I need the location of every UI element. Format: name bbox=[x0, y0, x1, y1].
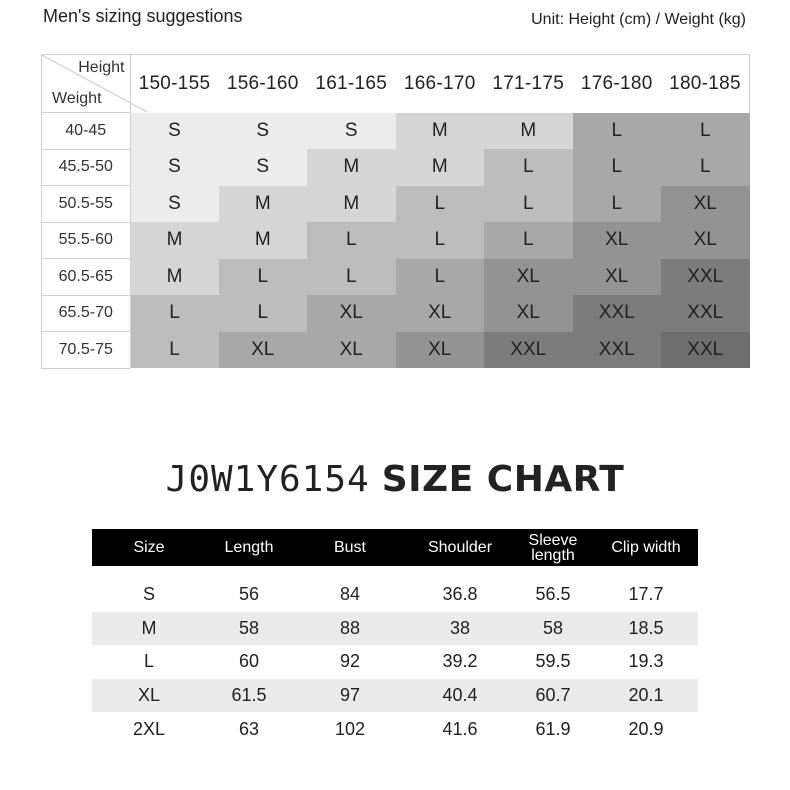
measurement-cell: 19.3 bbox=[628, 651, 664, 672]
weight-row bbox=[42, 222, 750, 259]
size-suggestion-cell: S bbox=[130, 186, 219, 223]
size-suggestion-cell: M bbox=[307, 186, 396, 223]
size-suggestion-cell: L bbox=[396, 222, 485, 259]
column-header bbox=[512, 529, 594, 566]
size-label-cell: S bbox=[142, 584, 155, 605]
size-suggestion-cell: XL bbox=[307, 332, 396, 369]
size-label-cell: XL bbox=[92, 679, 206, 713]
size-suggestion-cell: XL bbox=[661, 186, 750, 223]
measurement-cell: 61.5 bbox=[206, 679, 292, 713]
size-suggestion-cell: L bbox=[484, 149, 573, 186]
measurement-cell: 63 bbox=[238, 718, 260, 739]
size-suggestion-cell: L bbox=[661, 149, 750, 186]
size-suggestion-cell: XL bbox=[396, 332, 485, 369]
model-number: J0W1Y6154 bbox=[165, 459, 370, 500]
size-suggestion-cell: M bbox=[130, 222, 219, 259]
size-chart-row bbox=[92, 645, 698, 679]
size-suggestion-cell: XXL bbox=[573, 332, 662, 369]
size-suggestion-cell: L bbox=[307, 222, 396, 259]
size-suggestion-cell: L bbox=[396, 186, 485, 223]
measurement-cell: 36.8 bbox=[442, 584, 478, 605]
size-chart-row bbox=[92, 712, 698, 746]
height-axis-label: Height bbox=[78, 59, 125, 76]
column-header: Length bbox=[206, 529, 292, 566]
size-label-cell: 2XL bbox=[132, 718, 166, 739]
weight-range-label: 60.5-65 bbox=[42, 259, 131, 296]
measurement-cell: 38 bbox=[408, 612, 512, 646]
size-suggestion-cell: XL bbox=[661, 222, 750, 259]
size-suggestion-cell: L bbox=[219, 259, 308, 296]
size-suggestion-cell: L bbox=[396, 259, 485, 296]
measurement-cell: 60 bbox=[238, 651, 260, 672]
column-header-line: length bbox=[531, 546, 575, 564]
weight-row bbox=[42, 332, 750, 369]
weight-range-label: 50.5-55 bbox=[42, 186, 131, 223]
size-suggestion-cell: L bbox=[484, 186, 573, 223]
weight-axis-label: Weight bbox=[52, 90, 102, 107]
size-suggestion-cell: XXL bbox=[661, 295, 750, 332]
size-suggestion-cell: L bbox=[573, 149, 662, 186]
measurement-cell: 84 bbox=[339, 584, 361, 605]
size-suggestion-cell: XL bbox=[307, 295, 396, 332]
measurement-cell: 59.5 bbox=[535, 651, 571, 672]
corner-cell bbox=[42, 55, 131, 113]
weight-row bbox=[42, 113, 750, 150]
size-chart-row bbox=[92, 566, 698, 612]
size-suggestion-cell: XL bbox=[484, 259, 573, 296]
size-chart-label: SIZE CHART bbox=[381, 459, 625, 500]
size-suggestion-cell: XL bbox=[484, 295, 573, 332]
measurement-cell: 56 bbox=[238, 584, 260, 605]
measurement-cell: 18.5 bbox=[594, 612, 698, 646]
measurement-cell: 20.1 bbox=[594, 679, 698, 713]
size-suggestion-cell: L bbox=[661, 113, 750, 150]
size-suggestion-cell: XL bbox=[573, 222, 662, 259]
column-header-line: Sleeve bbox=[528, 531, 578, 549]
unit-note: Unit: Height (cm) / Weight (kg) bbox=[531, 11, 746, 28]
size-suggestion-cell: S bbox=[307, 113, 396, 150]
size-suggestion-cell: M bbox=[396, 113, 485, 150]
measurement-cell: 61.9 bbox=[535, 718, 571, 739]
size-suggestion-cell: XL bbox=[573, 259, 662, 296]
size-suggestion-cell: L bbox=[219, 295, 308, 332]
page-title: Men's sizing suggestions bbox=[43, 6, 243, 26]
size-suggestion-cell: M bbox=[219, 222, 308, 259]
size-suggestion-cell: M bbox=[307, 149, 396, 186]
size-label-cell: L bbox=[143, 651, 154, 672]
size-suggestion-cell: XXL bbox=[484, 332, 573, 369]
weight-row bbox=[42, 295, 750, 332]
measurement-cell: 39.2 bbox=[442, 651, 478, 672]
measurement-cell: 56.5 bbox=[535, 584, 571, 605]
height-range-header: 150-155 bbox=[130, 55, 219, 113]
weight-row bbox=[42, 149, 750, 186]
weight-row bbox=[42, 186, 750, 223]
measurement-cell: 41.6 bbox=[442, 718, 478, 739]
measurement-cell: 60.7 bbox=[512, 679, 594, 713]
column-header: Bust bbox=[292, 529, 408, 566]
size-suggestion-cell: L bbox=[307, 259, 396, 296]
column-header: Size bbox=[92, 529, 206, 566]
height-header-row bbox=[42, 55, 750, 113]
height-range-header: 171-175 bbox=[484, 55, 573, 113]
measurement-cell: 58 bbox=[206, 612, 292, 646]
measurement-cell: 88 bbox=[292, 612, 408, 646]
weight-range-label: 40-45 bbox=[42, 113, 131, 150]
size-chart-table bbox=[92, 529, 698, 746]
measurement-cell: 20.9 bbox=[628, 718, 664, 739]
size-suggestion-cell: L bbox=[573, 113, 662, 150]
sizing-suggestion-table bbox=[41, 54, 750, 369]
size-label-cell: M bbox=[92, 612, 206, 646]
size-suggestion-cell: M bbox=[219, 186, 308, 223]
weight-range-label: 70.5-75 bbox=[42, 332, 131, 369]
size-suggestion-cell: S bbox=[130, 149, 219, 186]
size-suggestion-cell: XL bbox=[219, 332, 308, 369]
column-header: Shoulder bbox=[408, 529, 512, 566]
size-suggestion-cell: M bbox=[396, 149, 485, 186]
measurement-cell: 40.4 bbox=[408, 679, 512, 713]
size-chart-title bbox=[0, 458, 790, 500]
size-suggestion-cell: S bbox=[219, 149, 308, 186]
size-suggestion-cell: L bbox=[130, 332, 219, 369]
column-header: Clip width bbox=[594, 529, 698, 566]
size-suggestion-cell: L bbox=[484, 222, 573, 259]
size-suggestion-cell: M bbox=[130, 259, 219, 296]
size-suggestion-cell: L bbox=[130, 295, 219, 332]
size-suggestion-cell: XL bbox=[396, 295, 485, 332]
size-chart-row bbox=[92, 679, 698, 713]
size-suggestion-cell: XXL bbox=[661, 259, 750, 296]
height-range-header: 176-180 bbox=[573, 55, 662, 113]
size-chart-header-row bbox=[92, 529, 698, 566]
weight-range-label: 55.5-60 bbox=[42, 222, 131, 259]
measurement-cell: 58 bbox=[512, 612, 594, 646]
size-suggestion-cell: L bbox=[573, 186, 662, 223]
height-range-header: 166-170 bbox=[396, 55, 485, 113]
height-range-header: 180-185 bbox=[661, 55, 750, 113]
measurement-cell: 102 bbox=[334, 718, 366, 739]
size-suggestion-cell: XXL bbox=[661, 332, 750, 369]
height-range-header: 156-160 bbox=[219, 55, 308, 113]
height-range-header: 161-165 bbox=[307, 55, 396, 113]
size-suggestion-cell: S bbox=[219, 113, 308, 150]
weight-row bbox=[42, 259, 750, 296]
size-suggestion-cell: XXL bbox=[573, 295, 662, 332]
size-suggestion-cell: M bbox=[484, 113, 573, 150]
measurement-cell: 17.7 bbox=[628, 584, 664, 605]
size-chart-row bbox=[92, 612, 698, 646]
weight-range-label: 45.5-50 bbox=[42, 149, 131, 186]
measurement-cell: 97 bbox=[292, 679, 408, 713]
weight-range-label: 65.5-70 bbox=[42, 295, 131, 332]
size-suggestion-cell: S bbox=[130, 113, 219, 150]
measurement-cell: 92 bbox=[339, 651, 361, 672]
